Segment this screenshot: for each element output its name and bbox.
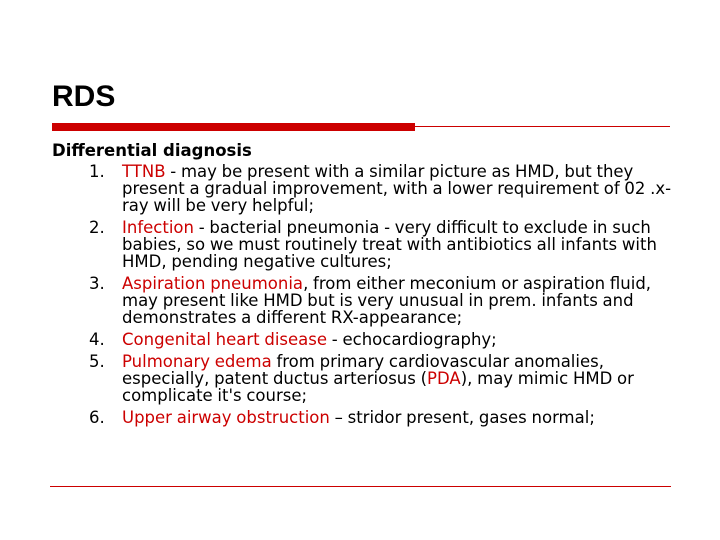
item-term: TTNB bbox=[122, 162, 166, 181]
item-text: ), may mimic HMD or complicate it's course; bbox=[122, 369, 634, 405]
item-number: 1. bbox=[89, 162, 105, 181]
item-text: – stridor present, gases normal; bbox=[329, 408, 595, 427]
list-item bbox=[52, 353, 672, 404]
item-term: Upper airway obstruction bbox=[122, 408, 330, 427]
list-item bbox=[52, 409, 672, 426]
title-underline-thin bbox=[415, 126, 670, 127]
item-term: PDA bbox=[427, 369, 461, 388]
item-term: Congenital heart disease bbox=[122, 330, 328, 349]
item-term: Infection bbox=[122, 218, 194, 237]
item-text: - bacterial pneumonia - very difficult to exclude in such babies, so we must routinely treat with antibiotics all infants with HMD, pending negative cultures; bbox=[122, 218, 657, 271]
item-number: 4. bbox=[89, 330, 105, 349]
list-item bbox=[52, 163, 672, 214]
list-item bbox=[52, 219, 672, 270]
list-item bbox=[52, 275, 672, 326]
item-text: - may be present with a similar picture as HMD, but they present a gradual improvement, with a lower requirement of 02 .x-ray will be very helpful; bbox=[122, 162, 672, 215]
item-term: Pulmonary edema bbox=[122, 352, 272, 371]
slide-title: RDS bbox=[52, 80, 116, 113]
item-term: Aspiration pneumonia bbox=[122, 274, 304, 293]
item-number: 5. bbox=[89, 352, 105, 371]
item-number: 6. bbox=[89, 408, 105, 427]
section-heading: Differential diagnosis bbox=[52, 141, 252, 160]
item-text: - echocardiography; bbox=[327, 330, 497, 349]
diagnosis-list bbox=[52, 163, 672, 431]
item-text: , from either meconium or aspiration fluid, may present like HMD but is very unusual in prem. infants and demonstrates a different RX-appearance; bbox=[122, 274, 652, 327]
title-underline-thick bbox=[52, 123, 415, 131]
list-item bbox=[52, 331, 672, 348]
item-text: from primary cardiovascular anomalies, especially, patent ductus arteriosus ( bbox=[122, 352, 604, 388]
item-number: 3. bbox=[89, 274, 105, 293]
item-number: 2. bbox=[89, 218, 105, 237]
footer-divider bbox=[50, 486, 671, 487]
